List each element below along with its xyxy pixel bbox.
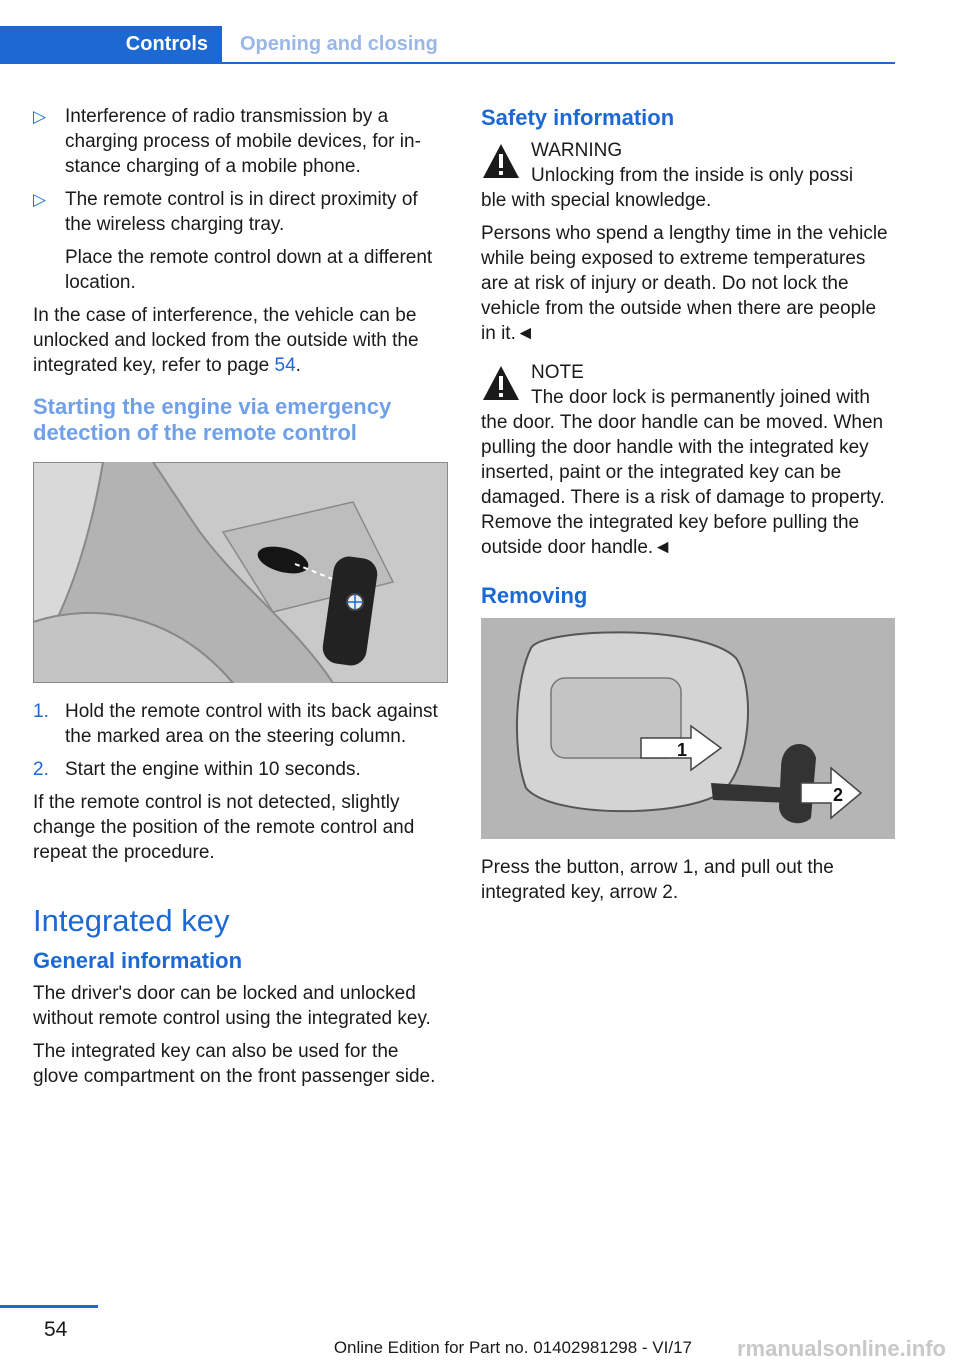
footer-rule xyxy=(0,1305,98,1308)
page-number: 54 xyxy=(44,1318,68,1341)
emergency-detection-heading: Starting the engine via emergency detection of the remote control xyxy=(33,394,392,445)
warning-label: WARNING xyxy=(531,140,623,161)
safety-information-heading: Safety information xyxy=(481,105,675,130)
bullet-text: Interference of radio transmission by a charging process of mobile devices, for instance charging of a mobile phone. xyxy=(65,106,421,177)
warning-paragraph: Persons who spend a lengthy time in the vehicle while being exposed to extreme temperatures are at risk of injury or death. Do not lock the vehicle from the outside when there are people in it.◄ xyxy=(481,223,888,344)
left-column xyxy=(33,104,448,1097)
step-text: Hold the remote control with its back against the marked area on the steering column. xyxy=(65,701,438,747)
general-information-heading: General information xyxy=(33,948,243,973)
header-tabs xyxy=(0,26,895,64)
remote-key-illustration xyxy=(481,618,895,839)
warning-triangle-icon xyxy=(481,142,521,180)
step-item xyxy=(33,757,448,782)
warning-line-2: ble with special knowledge. xyxy=(481,190,712,211)
arrow-2-label: 2 xyxy=(833,785,844,805)
warning-block xyxy=(481,138,895,188)
step-number: 1. xyxy=(33,701,49,722)
note-label: NOTE xyxy=(531,362,584,383)
note-paragraph: the door. The door handle can be moved. When pulling the door handle with the integrated key inserted, paint or the integrated key can be damaged. There is a risk of damage to property. Remove the integrated key before pulling the outside door handle.◄ xyxy=(481,412,885,558)
general-paragraph-2: The integrated key can also be used for the glove compartment on the front passenger side. xyxy=(33,1041,436,1087)
removing-paragraph: Press the button, arrow 1, and pull out the integrated key, arrow 2. xyxy=(481,857,834,903)
step-text: Start the engine within 10 seconds. xyxy=(65,759,361,780)
tab-opening-and-closing: Opening and closing xyxy=(240,33,438,55)
note-line-1: The door lock is permanently joined with xyxy=(531,387,871,408)
triangle-bullet-icon: ▷ xyxy=(33,190,47,209)
warning-triangle-icon xyxy=(481,364,521,402)
step-number: 2. xyxy=(33,759,49,780)
step-item xyxy=(33,699,448,749)
general-paragraph-1: The driver's door can be locked and unlocked without remote control using the integrated key. xyxy=(33,983,431,1029)
steering-column-illustration xyxy=(33,462,448,683)
bullet-item xyxy=(33,187,448,295)
right-column xyxy=(481,104,895,913)
interference-text: In the case of interference, the vehicle can be unlocked and locked from the outside with the integrated key, refer to page xyxy=(33,305,419,376)
interference-paragraph xyxy=(33,303,448,378)
interference-period: . xyxy=(295,355,301,376)
bullet-item xyxy=(33,104,448,179)
page-link[interactable]: 54 xyxy=(274,355,296,376)
arrow-1-label: 1 xyxy=(677,740,688,760)
watermark: rmanualsonline.info xyxy=(736,1336,946,1361)
tab-controls: Controls xyxy=(0,26,222,62)
triangle-bullet-icon: ▷ xyxy=(33,107,47,126)
note-block xyxy=(481,360,895,410)
warning-line-1: Unlocking from the inside is only possi xyxy=(531,165,854,186)
removing-heading: Removing xyxy=(481,583,588,608)
integrated-key-heading: Integrated key xyxy=(33,903,230,938)
not-detected-paragraph: If the remote control is not detected, slightly change the position of the remote control and repeat the procedure. xyxy=(33,792,415,863)
bullet-text: The remote control is in direct proximity of the wireless charging tray. xyxy=(65,189,418,235)
edition-note: Online Edition for Part no. 01402981298 - VI/17 xyxy=(333,1338,692,1357)
bullet-subtext: Place the remote control down at a different location. xyxy=(65,247,433,293)
